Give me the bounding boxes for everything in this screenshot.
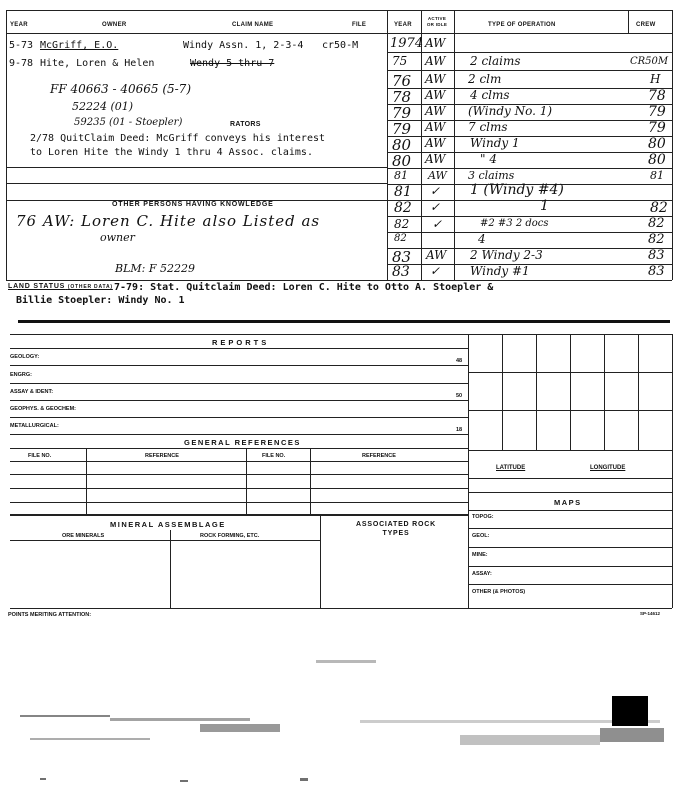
op-ai-8: AW	[425, 152, 446, 166]
land-status-line-2: Billie Stoepler: Windy No. 1	[16, 295, 185, 306]
land-status-line-1: 7-79: Stat. Quitclaim Deed: Loren C. Hite to Otto A. Stoepler &	[114, 282, 494, 293]
op-crew-15: 83	[648, 264, 665, 279]
map-other-photos: OTHER (& PHOTOS)	[472, 589, 526, 595]
op-year-4: 78	[392, 88, 412, 106]
other-persons-note-1: 76 AW: Loren C. Hite also Listed as	[16, 212, 321, 230]
header-type-operation: TYPE OF OPERATION	[488, 22, 556, 28]
form-number: SP-14612	[640, 611, 661, 616]
op-crew-13: 82	[648, 232, 665, 247]
report-assay-num: 50	[456, 393, 463, 399]
header-active-idle: ACTIVE OR IDLE	[426, 16, 448, 27]
op-type-2: 2 claims	[470, 54, 521, 68]
op-year-10: 81	[394, 184, 412, 200]
ref-col-reference-1: REFERENCE	[145, 453, 179, 459]
owner-row-1-year: 5-73	[9, 40, 34, 51]
rock-forming-label: ROCK FORMING, ETC.	[200, 533, 260, 539]
land-status-label-text: LAND STATUS	[8, 283, 66, 290]
op-crew-6: 79	[648, 120, 666, 136]
op-crew-7: 80	[648, 136, 666, 152]
map-topog: TOPOG:	[472, 514, 494, 520]
other-persons-note-2: owner	[100, 231, 135, 244]
op-type-4: 4 clms	[470, 88, 510, 102]
owner-row-1-owner: McGriff, E.O.	[40, 40, 119, 51]
op-year-3: 76	[392, 72, 412, 90]
header-owner: OWNER	[102, 22, 127, 28]
op-year-5: 79	[392, 104, 412, 122]
op-year-12: 82	[394, 217, 410, 231]
op-ai-10: ✓	[430, 184, 441, 198]
op-ai-1: AW	[425, 36, 446, 50]
op-crew-3: H	[650, 72, 661, 86]
op-ai-14: AW	[426, 248, 447, 262]
general-references-title: GENERAL REFERENCES	[184, 438, 301, 447]
op-year-14: 83	[392, 248, 412, 266]
report-assay: ASSAY & IDENT:	[10, 389, 54, 395]
file-note-2: 52224 (01)	[72, 100, 134, 113]
op-year-6: 79	[392, 120, 412, 138]
report-engrg: ENGRG:	[10, 372, 32, 378]
op-ai-15: ✓	[430, 264, 441, 278]
op-type-6: 7 clms	[468, 120, 508, 134]
op-year-8: 80	[392, 152, 412, 170]
ref-col-file-1: FILE NO.	[28, 453, 52, 459]
points-meriting-attention: POINTS MERITING ATTENTION:	[8, 612, 92, 618]
op-type-11: 1	[540, 198, 549, 214]
op-ai-3: AW	[425, 72, 446, 86]
other-persons-header: OTHER PERSONS HAVING KNOWLEDGE	[112, 201, 274, 208]
map-geol: GEOL:	[472, 533, 490, 539]
op-year-13: 82	[394, 233, 407, 244]
report-geology: GEOLOGY:	[10, 354, 40, 360]
op-ai-7: AW	[425, 136, 446, 150]
op-type-5: (Windy No. 1)	[468, 104, 553, 118]
op-type-3: 2 clm	[468, 72, 502, 86]
associated-rock-types-label: ASSOCIATED ROCK TYPES	[356, 521, 436, 537]
owner-row-1-file: cr50-M	[322, 40, 359, 51]
owner-row-1-claim: Windy Assn. 1, 2-3-4	[183, 40, 304, 51]
owner-row-2-owner: Hite, Loren & Helen	[40, 58, 155, 69]
op-type-15: Windy #1	[470, 264, 530, 278]
latitude-label: LATITUDE	[496, 465, 526, 471]
op-ai-5: AW	[425, 104, 446, 118]
reports-title: REPORTS	[212, 338, 270, 347]
report-metallurgical-num: 18	[456, 427, 463, 433]
op-type-13: 4	[478, 232, 486, 246]
mineral-assemblage-title: MINERAL ASSEMBLAGE	[110, 520, 226, 529]
op-crew-11: 82	[650, 200, 668, 216]
header-year: YEAR	[10, 22, 28, 28]
op-ai-9: AW	[428, 169, 447, 182]
maps-title: MAPS	[554, 498, 582, 507]
ore-minerals-label: ORE MINERALS	[62, 533, 105, 539]
land-status-sub: (OTHER DATA)	[67, 284, 113, 290]
op-crew-14: 83	[648, 248, 665, 263]
header-claim-name: CLAIM NAME	[232, 22, 274, 28]
op-crew-8: 80	[648, 152, 666, 168]
quitclaim-line-1: 2/78 QuitClaim Deed: McGriff conveys his interest	[30, 133, 326, 144]
op-ai-2: AW	[425, 54, 446, 68]
op-year-2: 75	[392, 54, 408, 68]
op-year-11: 82	[394, 200, 412, 216]
op-year-15: 83	[392, 264, 410, 280]
header-crew: CREW	[636, 22, 656, 28]
op-crew-9: 81	[650, 169, 664, 182]
header-file: FILE	[352, 22, 367, 28]
op-type-8: " 4	[480, 152, 497, 166]
ref-col-file-2: FILE NO.	[262, 453, 286, 459]
quitclaim-line-2: to Loren Hite the Windy 1 thru 4 Assoc. claims.	[30, 147, 313, 158]
op-year-7: 80	[392, 136, 412, 154]
blm-number: BLM: F 52229	[115, 262, 195, 275]
op-ai-4: AW	[425, 88, 446, 102]
op-type-9: 3 claims	[468, 169, 515, 182]
owner-row-2-year: 9-78	[9, 58, 34, 69]
op-type-12: #2 #3 2 docs	[480, 218, 549, 229]
longitude-label: LONGITUDE	[590, 465, 626, 471]
owner-row-2-claim: Wendy 5 thru 7	[190, 58, 275, 69]
op-crew-4: 78	[648, 88, 666, 104]
op-ai-6: AW	[425, 120, 446, 134]
op-crew-12: 82	[648, 216, 665, 231]
report-geophys: GEOPHYS. & GEOCHEM:	[10, 406, 77, 412]
map-assay: ASSAY:	[472, 571, 492, 577]
op-year-9: 81	[394, 169, 408, 182]
ref-col-reference-2: REFERENCE	[362, 453, 396, 459]
op-crew-2: CR50M	[630, 56, 669, 67]
op-type-7: Windy 1	[470, 136, 520, 150]
op-ai-12: ✓	[432, 217, 443, 231]
op-year-1: 1974	[390, 36, 424, 51]
report-metallurgical: METALLURGICAL:	[10, 423, 59, 429]
op-crew-5: 79	[648, 104, 666, 120]
file-note-1: FF 40663 - 40665 (5-7)	[50, 82, 191, 96]
header-year-2: YEAR	[394, 22, 412, 28]
operators-suffix: RATORS	[230, 121, 261, 128]
report-geology-num: 48	[456, 358, 463, 364]
op-type-10: 1 (Windy #4)	[470, 182, 564, 198]
op-type-14: 2 Windy 2-3	[470, 248, 543, 262]
map-mine: MINE:	[472, 552, 488, 558]
file-note-3: 59235 (01 - Stoepler)	[74, 117, 183, 128]
op-ai-11: ✓	[430, 200, 441, 214]
